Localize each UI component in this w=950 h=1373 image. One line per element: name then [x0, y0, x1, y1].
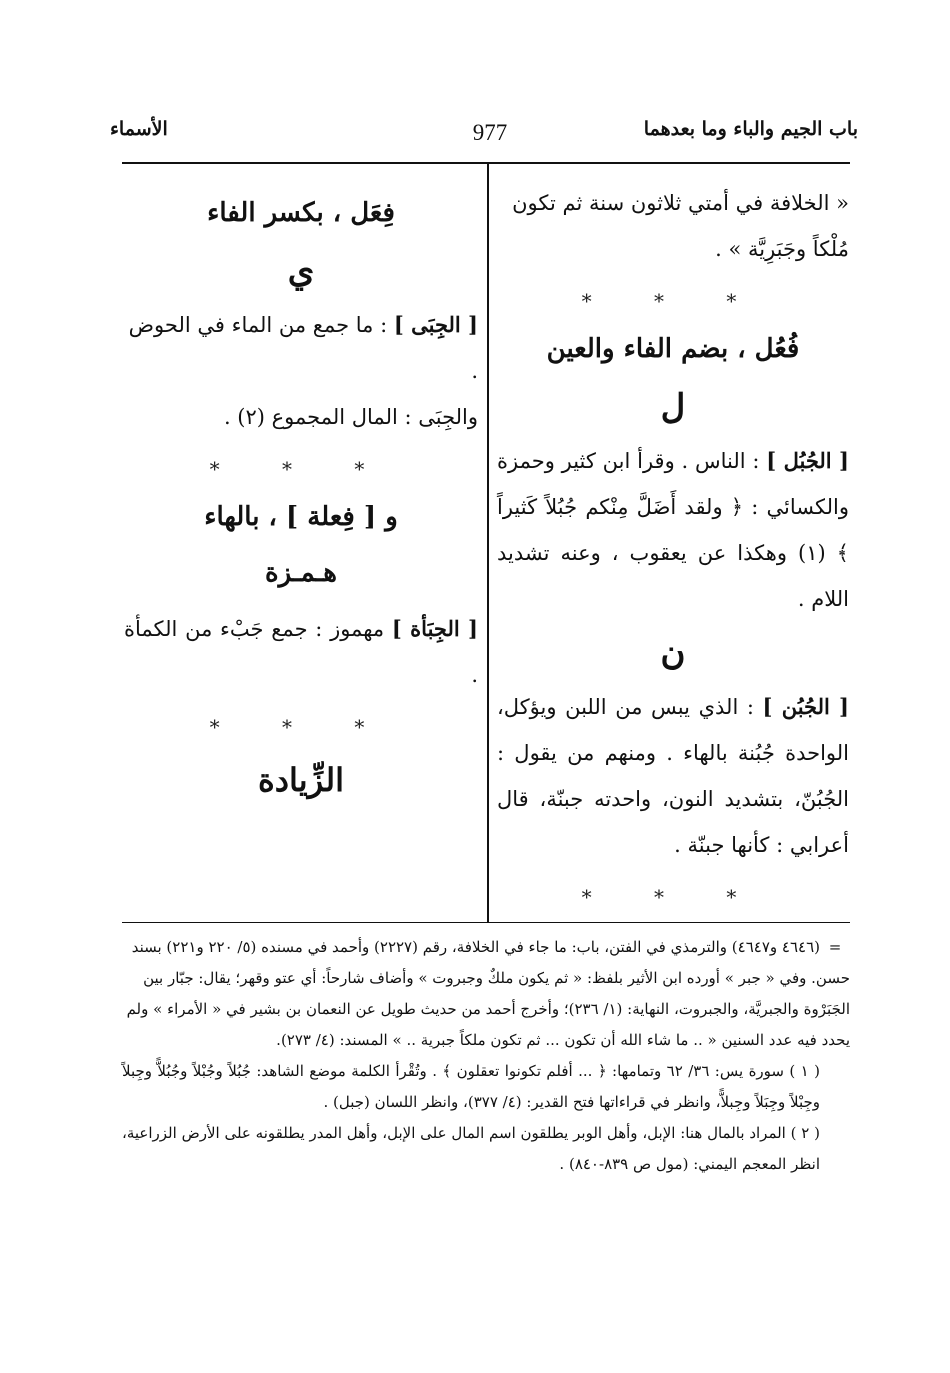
continuation-mark: = [828, 938, 842, 956]
letter-heading-ya: ي [287, 251, 315, 291]
pattern-heading: فِعَل ، بكسر الفاء [207, 198, 395, 228]
section-separator: * * * [209, 715, 393, 739]
entry-jibaa [124, 606, 478, 698]
column-divider [487, 162, 489, 922]
footnote-1: ( ١ ) سورة يس: ٣٦/ ٦٢ وتمامها: ﴿ ... أفلم تكونوا تعقلون ﴾ . وتُقْرأ الكلمة موضع الشاهد: جُبُلاً وجُبْلاً وجُبُلاًّ وجِبلاً وجِبْلاً وجِبَلاً وجِبلاًّ، وانظر في قراءاتها فتح القدير: (٤/ ٣٧٧)، وانظر اللسان (جبل) . [122, 1062, 820, 1111]
entry-definition: مهموز : جمع جَبْء من الكمأة . [124, 617, 478, 687]
entry-definition: : الناس . وقرأ ابن كثير وحمزة والكسائي : ﴿ ولقد أَضَلَّ مِنْكم جُبُلاً كَثيراً ﴾ (١) وهكذا عن يعقوب ، وعنه تشديد اللام . [497, 449, 849, 611]
header-rule [122, 162, 850, 164]
chapter-title-ziyada: الزِّيادة [258, 761, 344, 799]
entry-definition: : الذي يبس من اللبن ويؤكل، الواحدة جُبُنة بالهاء . ومنهم من يقول : الجُبُنّ، بتشديد النون، واحدته جبنّة، قال أعرابي : كأنها جبنّة . [497, 695, 849, 857]
section-separator: * * * [581, 289, 765, 313]
right-column [497, 180, 849, 922]
page-number: 977 [472, 120, 508, 145]
pattern-heading-ha: و [ فِعلة ] ، بالهاء [204, 502, 398, 532]
footnote-continuation [122, 932, 850, 1056]
entry-term: [ الجِبَى ] [393, 312, 478, 337]
entry-term: [ الجُبُن ] [762, 694, 849, 719]
entry-term: [ الجِبَأة ] [391, 616, 478, 641]
footnote-2: ( ٢ ) المراد بالمال هنا: الإبل، وأهل الوبر يطلقون اسم المال على الإبل، وأهل المدر يطلقونه على الأرض الزراعية، انظر المعجم اليمني: (مول ص ٨٣٩-٨٤٠) . [122, 1124, 821, 1173]
entry-term: [ الجُبُل ] [766, 448, 849, 473]
footnotes [122, 932, 850, 1180]
footnote-rule [122, 922, 850, 923]
entry-definition: : ما جمع من الماء في الحوض . [128, 313, 478, 383]
letter-heading-nun: ن [660, 633, 686, 673]
hamza-heading: هـمـزة [265, 558, 337, 588]
entry-jubun [497, 684, 849, 868]
letter-heading-lam: ل [660, 387, 686, 427]
entry-jiba-2: والجِبَى : المال المجموع (٢) . [223, 405, 478, 429]
pattern-heading: فُعُل ، بضم الفاء والعين [546, 334, 800, 364]
footnote-text: (٤٦٤٦ و٤٦٤٧) والترمذي في الفتن، باب: ما جاء في الخلافة، رقم (٢٢٢٧) وأحمد في مسنده (٥/ ٢٢٠ و٢٢١) بسند حسن. وفي « جبر » أورده ابن الأثير بلفظ: « ثم يكون ملكٌ وجبروت » وأضاف شارحاً: أي عتو وقهر؛ يقال: جبّار بين الجَبَرْوة والجبريَّة، والجبروت، النهاية: (١/ ٢٣٦)؛ وأخرج أحمد من حديث طويل عن النعمان بن بشير في « الأمراء » ولم يحدد فيه عدد السنين « .. ما شاء الله أن تكون ... ثم تكون ملكاً جبرية .. » المسند: (٤/ ٢٧٣). [126, 938, 850, 1049]
entry-jiba [124, 302, 478, 394]
section-separator: * * * [581, 885, 765, 909]
section-separator: * * * [209, 457, 393, 481]
running-head-section: الأسماء [110, 118, 168, 140]
hadith-quote: « الخلافة في أمتي ثلاثون سنة ثم تكون مُلْكاً وجَبَرِيَّة » . [512, 191, 849, 261]
running-head-chapter: باب الجيم والباء وما بعدهما [643, 118, 858, 140]
entry-jubul [497, 438, 849, 622]
left-column [124, 180, 478, 818]
